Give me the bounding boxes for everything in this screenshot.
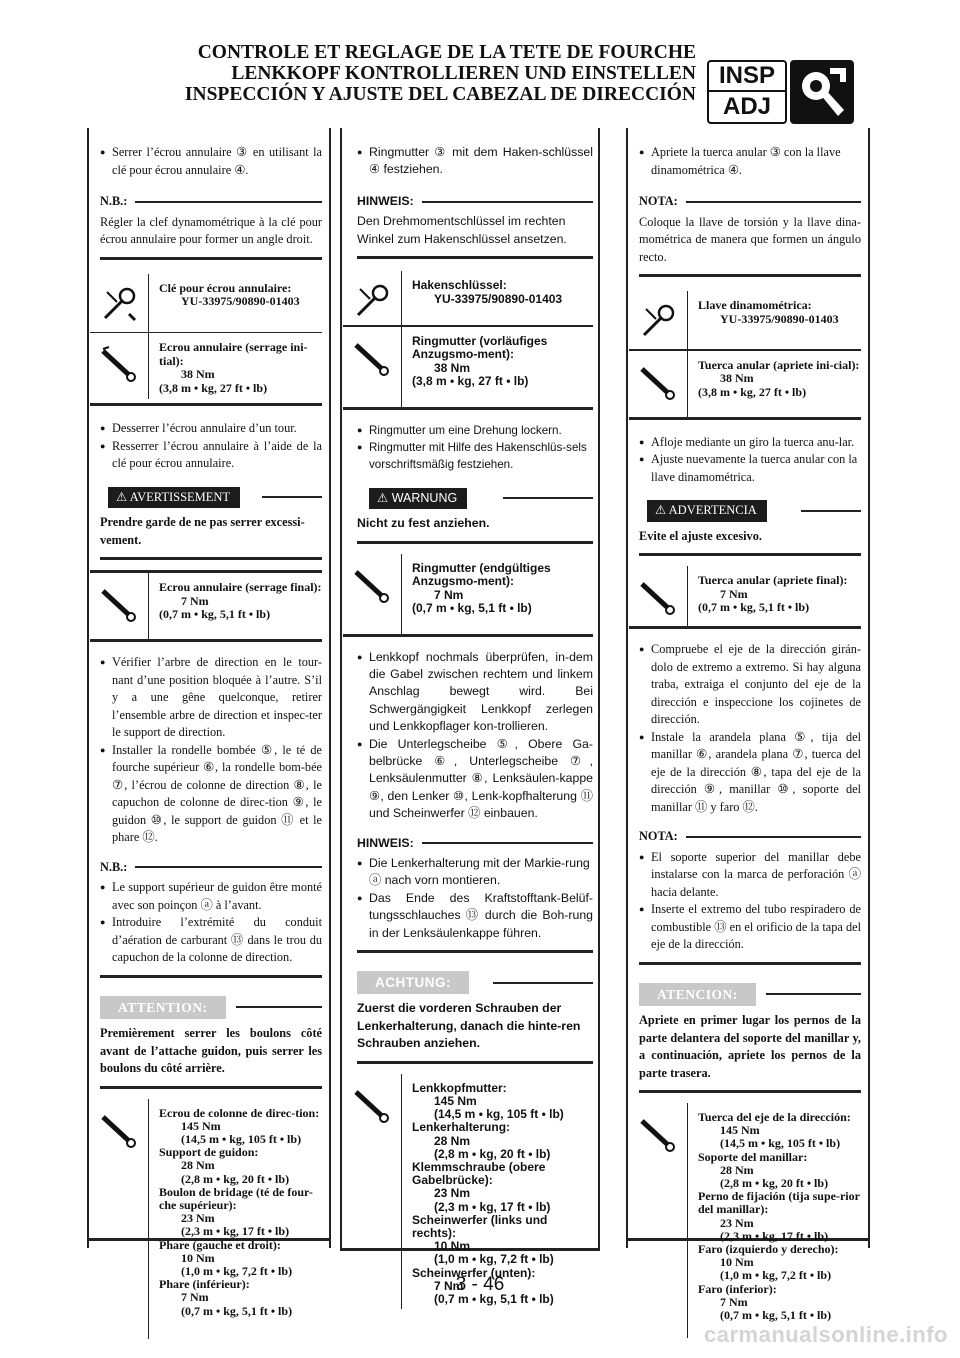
page-number: 3 - 46 [455, 1274, 505, 1295]
de-nb1-label: HINWEIS: [357, 193, 414, 208]
special-tool-icon [90, 274, 149, 332]
de-torque1-title: Ringmutter (vorläufiges Anzugsmo-ment): [412, 333, 548, 362]
torque-wrench-icon [90, 1099, 149, 1339]
fr-nb1-text: Régler la clef dynamométrique à la clé pour écrou annulaire pour former un angle droit. [100, 214, 322, 246]
es-torque2-box [629, 566, 861, 626]
es-final-1-nm: 145 Nm [720, 1123, 760, 1138]
fr-warning [100, 487, 322, 509]
title-fr: CONTROLE ET REGLAGE DE LA TETE DE FOURCHE [197, 42, 696, 63]
fr-torque2-title: Ecrou annulaire (serrage final): [159, 580, 322, 594]
es-step-retighten: ● Ajuste nuevamente la tuerca anular con la llave dinamométrica. [639, 451, 861, 486]
warning-badge: ⚠ ADVERTENCIA [647, 500, 767, 522]
column-divider [868, 128, 870, 1248]
de-final-2-title: Lenkerhalterung: [412, 1120, 511, 1135]
fr-warning-text: Prendre garde de ne pas serrer excessi-vement. [100, 515, 305, 547]
es-tool-code: YU-33975/90890-01403 [720, 311, 839, 326]
warning-icon: ⚠ [116, 489, 130, 504]
fr-final-4-alt: (1,0 m • kg, 7,2 ft • lb) [181, 1263, 293, 1278]
es-final-2-title: Soporte del manillar: [698, 1149, 808, 1164]
de-final-4-title: Scheinwerfer (links und rechts): [412, 1212, 548, 1240]
attention-badge: ATENCION: [639, 983, 756, 1007]
de-final-3-title: Klemmschraube (obere Gabelbrücke): [412, 1159, 546, 1188]
es-nb2-item: ● El soporte superior del manillar debe instalarse con la marca de perforación ⓐ hacia delante. [639, 849, 861, 902]
fr-step-loosen: ● Desserrer l’écrou annulaire d’un tour. [100, 420, 322, 438]
es-final-2-nm: 28 Nm [720, 1162, 754, 1177]
es-final-5-alt: (0,7 m • kg, 5,1 ft • lb) [720, 1308, 832, 1323]
de-tool-title: Hakenschlüssel: [412, 278, 507, 293]
es-nb1-label: NOTA: [639, 194, 678, 208]
fr-final-5-nm: 7 Nm [181, 1290, 209, 1305]
es-torque1-title: Tuerca anular (apriete ini-cial): [698, 357, 860, 372]
fr-torque1-title: Ecrou annulaire (serrage ini-tial): [159, 340, 308, 368]
de-final-3-alt: (2,3 m • kg, 17 ft • lb) [434, 1199, 551, 1214]
es-torque2-alt: (0,7 m • kg, 5,1 ft • lb) [698, 600, 810, 614]
fr-final-2-alt: (2,8 m • kg, 20 ft • lb) [181, 1171, 290, 1186]
de-final-5-alt: (0,7 m • kg, 5,1 ft • lb) [434, 1291, 554, 1306]
column-french [90, 128, 322, 1339]
badge-bottom-text: ADJ [722, 93, 771, 120]
fr-attention-text: Premièrement serrer les boulons côté avant de l’attache guidon, puis serrer les boulons du côté arrière. [100, 1026, 322, 1075]
es-torque1-box [629, 351, 861, 417]
es-final-2-alt: (2,8 m • kg, 20 ft • lb) [720, 1176, 829, 1191]
warning-icon: ⚠ [377, 490, 392, 505]
de-nb1 [357, 193, 593, 210]
es-step-check: ● Compruebe el eje de la dirección girán-dolo de extremo a extremo. Si hay alguna traba, extraiga el conjunto del eje de la dirección e inspeccione los cojinetes de dirección. [639, 641, 861, 729]
torque-wrench-icon [629, 566, 688, 626]
es-final-3-nm: 23 Nm [720, 1215, 754, 1230]
es-attention [639, 983, 861, 1007]
de-final-4-alt: (1,0 m • kg, 7,2 ft • lb) [434, 1252, 554, 1267]
torque-wrench-icon [629, 351, 688, 417]
fr-step-check: ● Vérifier l’arbre de direction en le tour-nant d’une position bloquée à l’autre. S’il y a une gêne quelconque, retirer l’ensemble arbre de direction et inspec-ter le support de direction. [100, 654, 322, 742]
page-header [140, 42, 696, 105]
es-nb1-text: Coloque la llave de torsión y la llave dina-mométrica de manera que formen un ángulo recto. [639, 214, 861, 264]
de-torque2-nm: 7 Nm [434, 587, 464, 602]
fr-final-1-nm: 145 Nm [181, 1118, 221, 1133]
es-final-5-nm: 7 Nm [720, 1294, 748, 1309]
es-torque1-nm: 38 Nm [720, 371, 754, 385]
special-tool-icon [629, 291, 688, 349]
de-final-5-nm: 7 Nm [434, 1278, 464, 1293]
fr-tool-code: YU-33975/90890-01403 [181, 294, 300, 308]
fr-attention [100, 996, 322, 1020]
fr-tool-title: Clé pour écrou annulaire: [159, 280, 292, 295]
warning-badge: ⚠ WARNUNG [369, 488, 467, 509]
es-warning-text: Evite el ajuste excesivo. [639, 528, 762, 543]
fr-torque2-nm: 7 Nm [181, 593, 209, 608]
fr-final-5-alt: (0,7 m • kg, 5,1 ft • lb) [181, 1303, 293, 1318]
column-divider [329, 128, 331, 1248]
fr-nb1 [100, 193, 322, 211]
es-step-install: ● Instale la arandela plana ⑤, tija del manillar ⑥, arandela plana ⑦, tuerca del eje de la dirección ⑧, tapa del eje de la dirección ⑨, manillar ⑩, soporte del manillar ⑪ y faro ⑫. [639, 729, 861, 817]
es-tool-title: Llave dinamométrica: [698, 298, 812, 312]
insp-adj-badge [707, 60, 787, 124]
fr-final-5-title: Phare (inférieur): [159, 1277, 250, 1292]
fr-step-install: ● Installer la rondelle bombée ⑤, le té de fourche supérieur ⑥, la rondelle bom-bée ⑦, l’écrou de colonne de direction ⑧, le capuchon de colonne de direc-tion ⑨, le guidon ⑩, le support de guidon ⑪ et le phare ⑫. [100, 742, 322, 847]
es-step-loosen: ● Afloje mediante un giro la tuerca anu-lar. [639, 434, 861, 452]
fr-torque1-nm: 38 Nm [181, 367, 215, 381]
de-torque1-box [343, 327, 593, 407]
de-nb2-item: ● Die Lenkerhalterung mit der Markie-rung ⓐ nach vorn montieren. [357, 855, 593, 890]
de-final-2-alt: (2,8 m • kg, 20 ft • lb) [434, 1146, 551, 1161]
de-final-1-nm: 145 Nm [434, 1093, 477, 1108]
de-attention-text: Zuerst die vorderen Schrauben der Lenkerhalterung, danach die hinte-ren Schrauben anziehen. [357, 1001, 581, 1051]
de-warning [357, 488, 593, 509]
fr-step-tighten: ● Serrer l’écrou annulaire ③ en utilisant la clé pour écrou annulaire ④. [100, 144, 322, 179]
fr-nb2 [100, 859, 322, 877]
wrench-gauge-icon [790, 60, 854, 124]
es-final-4-title: Faro (izquierdo y derecho): [698, 1242, 839, 1257]
de-nb2-label: HINWEIS: [357, 835, 414, 850]
es-attention-text: Apriete en primer lugar los pernos de la parte delantera del soporte del manillar y, a continuación, apriete los pernos de la parte trasera. [639, 1013, 861, 1080]
badge-top-text: INSP [709, 62, 785, 92]
de-tool-box [343, 271, 593, 325]
column-spanish [629, 128, 861, 1338]
es-torque1-alt: (3,8 m • kg, 27 ft • lb) [698, 384, 807, 399]
special-tool-icon [343, 271, 402, 325]
es-tool-box [629, 291, 861, 349]
fr-torque2-alt: (0,7 m • kg, 5,1 ft • lb) [159, 607, 271, 621]
torque-wrench-icon [629, 1103, 688, 1338]
de-final-4-nm: 10 Nm [434, 1239, 471, 1254]
fr-final-3-title: Boulon de bridage (té de four-che supérieur): [159, 1184, 313, 1212]
fr-torque1-box [90, 333, 322, 403]
fr-final-3-nm: 23 Nm [181, 1211, 215, 1226]
es-nb2 [639, 828, 861, 846]
fr-final-2-nm: 28 Nm [181, 1158, 215, 1173]
title-es: INSPECCIÓN Y AJUSTE DEL CABEZAL DE DIRECCIÓN [184, 84, 696, 105]
column-divider [340, 128, 342, 1248]
de-final-1-title: Lenkkopfmutter: [412, 1080, 507, 1095]
de-final-3-nm: 23 Nm [434, 1186, 471, 1201]
fr-final-1-title: Ecrou de colonne de direc-tion: [159, 1105, 320, 1120]
fr-nb1-label: N.B.: [100, 194, 128, 208]
column-divider [87, 128, 89, 1248]
de-step-check: ● Lenkkopf nochmals überprüfen, in-dem die Gabel zwischen rechtem und linkem Anschlag bewegt wird. Bei Schwergängigkeit Lenkkopf zerlegen und Lenkkopflager kon-trollieren. [357, 649, 593, 736]
torque-wrench-icon [343, 554, 402, 634]
de-nb1-text: Den Drehmomentschlüssel im rechten Winkel zum Hakenschlüssel ansetzen. [357, 214, 567, 246]
fr-nb2-label: N.B.: [100, 859, 128, 874]
fr-final-torque-box [90, 1099, 322, 1339]
de-torque2-alt: (0,7 m • kg, 5,1 ft • lb) [412, 601, 532, 616]
es-final-3-alt: (2,3 m • kg, 17 ft • lb) [720, 1228, 829, 1243]
de-attention [357, 971, 593, 994]
fr-torque1-alt: (3,8 m • kg, 27 ft • lb) [159, 380, 268, 395]
es-step-tighten: ● Apriete la tuerca anular ③ con la llave dinamométrica ④. [639, 144, 861, 179]
watermark: carmanualsonline.info [704, 1322, 948, 1347]
de-step-install: ● Die Unterlegscheibe ⑤, Obere Ga-belbrücke ⑥, Unterlegscheibe ⑦, Lenksäulenmutter ⑧, Lenksäulen-kappe ⑨, den Lenker ⑩, Lenk-kopfhalterung ⑪ und Scheinwerfer ⑫ einbauen. [357, 736, 593, 823]
de-step-loosen: ● Ringmutter um eine Drehung lockern. [357, 422, 593, 439]
de-tool-code: YU-33975/90890-01403 [434, 291, 563, 306]
es-nb1 [639, 193, 861, 211]
column-divider [626, 128, 628, 1248]
es-final-4-nm: 10 Nm [720, 1255, 754, 1270]
de-warning-text: Nicht zu fest anziehen. [357, 516, 490, 531]
torque-wrench-icon [90, 333, 149, 399]
fr-final-4-title: Phare (gauche et droit): [159, 1237, 281, 1252]
es-final-4-alt: (1,0 m • kg, 7,2 ft • lb) [720, 1268, 832, 1283]
warning-icon: ⚠ [655, 503, 669, 517]
attention-badge: ACHTUNG: [357, 971, 469, 994]
torque-wrench-icon [90, 573, 149, 639]
es-final-1-alt: (14,5 m • kg, 105 ft • lb) [720, 1136, 841, 1151]
es-torque2-title: Tuerca anular (apriete final): [698, 573, 848, 587]
torque-wrench-icon [343, 327, 402, 407]
column-divider [598, 128, 600, 1248]
fr-step-retighten: ● Resserrer l’écrou annulaire à l’aide de la clé pour écrou annulaire. [100, 438, 322, 473]
fr-final-3-alt: (2,3 m • kg, 17 ft • lb) [181, 1224, 290, 1239]
es-nb2-label: NOTA: [639, 829, 678, 843]
de-torque1-nm: 38 Nm [434, 360, 471, 375]
es-final-torque-box [629, 1103, 861, 1338]
de-torque2-box [343, 554, 593, 634]
de-final-5-title: Scheinwerfer (unten): [412, 1265, 536, 1280]
fr-final-2-title: Support de guidon: [159, 1145, 259, 1160]
es-final-1-title: Tuerca del eje de la dirección: [698, 1110, 851, 1124]
attention-badge: ATTENTION: [100, 996, 226, 1020]
title-de: LENKKOPF KONTROLLIEREN UND EINSTELLEN [231, 63, 696, 84]
fr-nb2-item: ● Le support supérieur de guidon être monté avec son poinçon ⓐ à l’avant. [100, 879, 322, 914]
fr-torque2-box [90, 570, 322, 639]
es-final-3-title: Perno de fijación (tija supe-rior del manillar): [698, 1189, 860, 1217]
de-torque2-title: Ringmutter (endgültiges Anzugsmo-ment): [412, 560, 551, 589]
de-final-2-nm: 28 Nm [434, 1133, 471, 1148]
fr-final-1-alt: (14,5 m • kg, 105 ft • lb) [181, 1131, 302, 1146]
es-torque2-nm: 7 Nm [720, 586, 748, 601]
de-step-retighten: ● Ringmutter mit Hilfe des Hakenschlüs-sels vorschriftsmäßig festziehen. [357, 439, 593, 474]
column-german [343, 128, 593, 1314]
de-torque1-alt: (3,8 m • kg, 27 ft • lb) [412, 374, 529, 389]
de-final-1-alt: (14,5 m • kg, 105 ft • lb) [434, 1107, 564, 1122]
de-nb2-item: ● Das Ende des Kraftstofftank-Belüf-tungsschlauches ⑬ durch die Boh-rung in der Lenksäulenkappe führen. [357, 890, 593, 942]
es-warning [639, 500, 861, 522]
es-nb2-item: ● Inserte el extremo del tubo respiradero de combustible ⑬ en el orificio de la tapa del eje de la dirección. [639, 901, 861, 954]
de-step-tighten: ● Ringmutter ③ mit dem Haken-schlüssel ④ festziehen. [357, 144, 593, 179]
fr-tool-box [90, 274, 322, 332]
fr-final-4-nm: 10 Nm [181, 1250, 215, 1265]
es-final-5-title: Faro (inferior): [698, 1281, 777, 1296]
warning-badge: ⚠ AVERTISSEMENT [108, 487, 240, 509]
de-nb2 [357, 835, 593, 852]
fr-nb2-item: ● Introduire l’extrémité du conduit d’aération de carburant ⑬ dans le trou du capuchon de la colonne de direction. [100, 914, 322, 967]
